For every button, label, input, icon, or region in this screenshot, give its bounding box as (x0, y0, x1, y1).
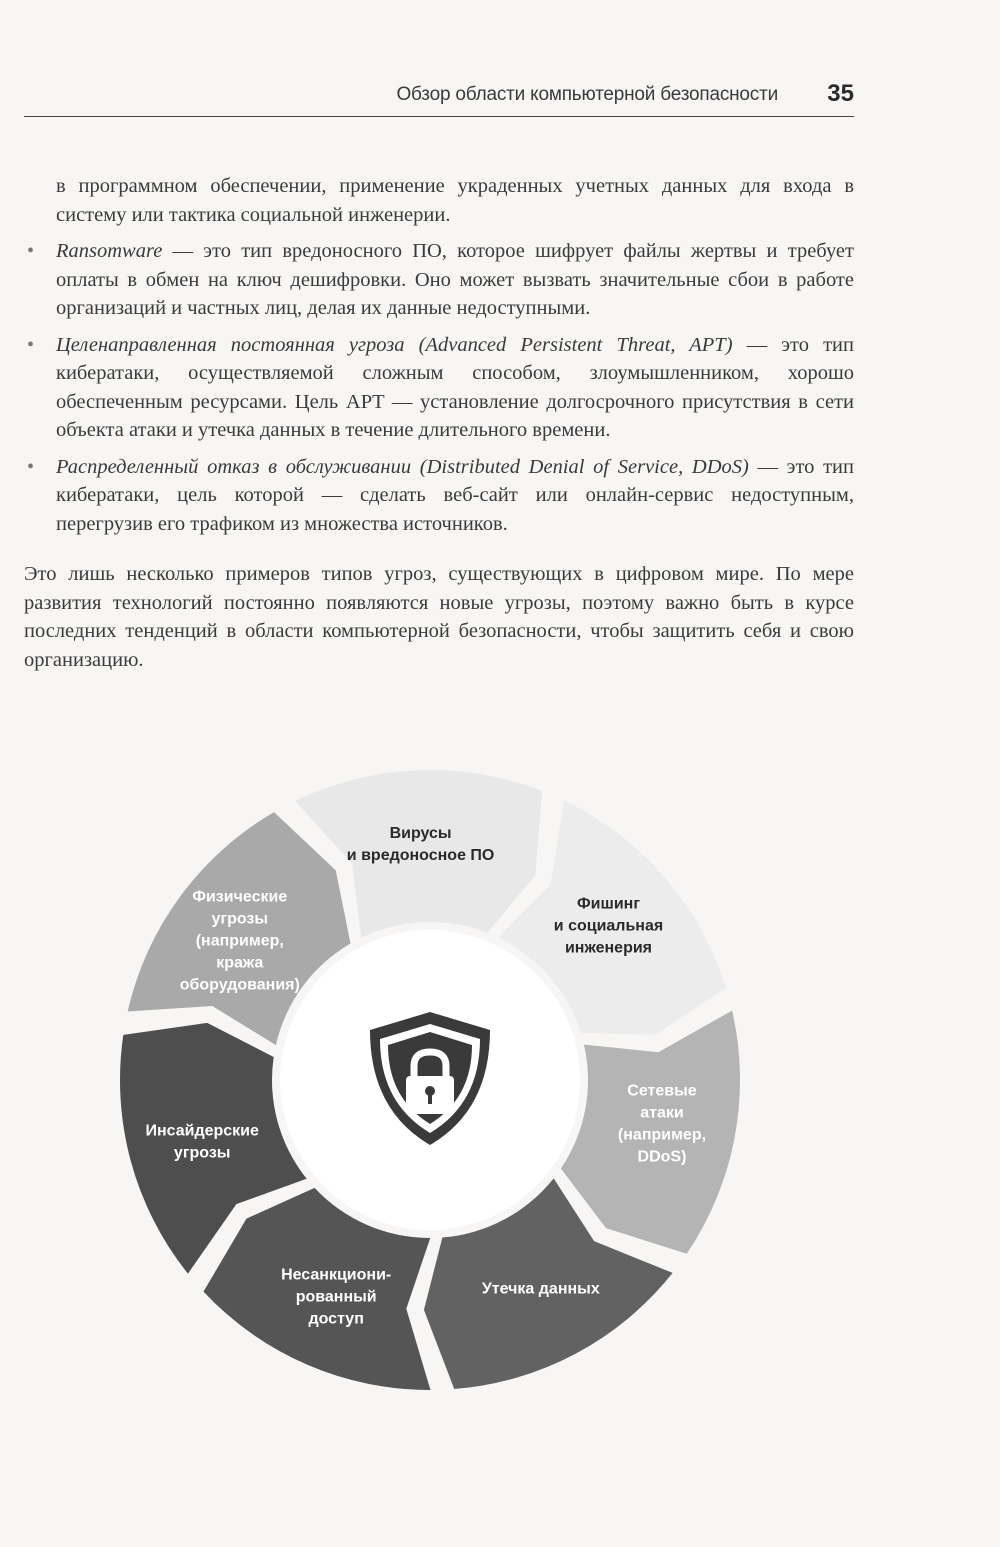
segment-label (180, 888, 300, 993)
bullet-dot-icon: • (27, 240, 35, 262)
segment-label-line: и вредоносное ПО (346, 847, 495, 865)
running-header-title: Обзор области компьютерной безопасности (396, 84, 778, 105)
segment-label-line: кража (216, 954, 264, 972)
segment-label (482, 1280, 600, 1297)
bullet-text: — это тип кибератаки, цель которой — сделать веб-сайт или онлайн-сервис недоступным, перегрузив его трафиком из множества источников. (56, 455, 854, 535)
bullet-term: Распределенный отказ в обслуживании (Distributed Denial of Service, DDoS) (56, 455, 749, 478)
segment-label-line: DDoS) (637, 1148, 687, 1166)
segment-label-line: и социальная (553, 917, 664, 935)
segment-label-line: Вирусы (389, 825, 452, 843)
bullet-list (24, 237, 854, 538)
segment-label-line: угрозы (173, 1144, 231, 1162)
threat-cycle-svg (110, 760, 750, 1400)
segment-label-line: Сетевые (627, 1082, 697, 1100)
segment-label-line: угрозы (211, 910, 269, 928)
bullet-dot-icon: • (27, 455, 35, 478)
bullet-term: Ransomware (56, 240, 163, 262)
segment-label-line: атаки (640, 1104, 684, 1122)
continued-bullet-text: в программном обеспечении, применение украденных учетных данных для входа в систему или тактика социальной инженерии. (56, 175, 854, 226)
segment-label-line: Несанкциони- (281, 1266, 392, 1284)
page-number: 35 (827, 80, 854, 107)
threat-cycle-diagram (110, 760, 750, 1400)
segment-label-line: Физические (192, 888, 288, 906)
summary-paragraph: Это лишь несколько примеров типов угроз, существующих в цифровом мире. По мере развития технологий постоянно появляются новые угрозы, поэтому важно быть в курсе последних тенденций в области компьютерной безопасности, чтобы защитить себя и свою организацию. (24, 563, 854, 671)
bullet-item (24, 237, 854, 323)
bullet-term: Целенаправленная постоянная угроза (Advanced Persistent Threat, APT) (56, 333, 733, 356)
segment-label-line: оборудования) (179, 976, 300, 994)
page-header (24, 72, 854, 117)
segment-label-line: (например, (617, 1126, 707, 1144)
segment-label-line: рованный (295, 1288, 377, 1306)
segment-label-line: (например, (195, 932, 284, 950)
segment-label-line: Утечка данных (481, 1280, 600, 1298)
bullet-item (24, 331, 854, 445)
segment-label-line: доступ (308, 1310, 364, 1328)
segment-label-line: Фишинг (576, 895, 640, 913)
bullet-text: — это тип кибератаки, осуществляемой сложным способом, злоумышленником, хорошо обеспеченным ресурсами. Цель APT — установление долгосрочного присутствия в сети объекта атаки и утечка данных в течение длительного времени. (56, 333, 855, 441)
body-text (24, 172, 854, 695)
segment-label-line: инженерия (564, 939, 653, 957)
segment-label-line: Инсайдерские (145, 1122, 259, 1140)
bullet-text: — это тип вредоносного ПО, которое шифрует файлы жертвы и требует оплаты в обмен на ключ дешифровки. Оно может вызвать значительные сбои в работе организаций и частных лиц, делая их данные недоступными. (56, 240, 854, 319)
bullet-dot-icon: • (27, 333, 35, 356)
bullet-item (24, 453, 854, 539)
